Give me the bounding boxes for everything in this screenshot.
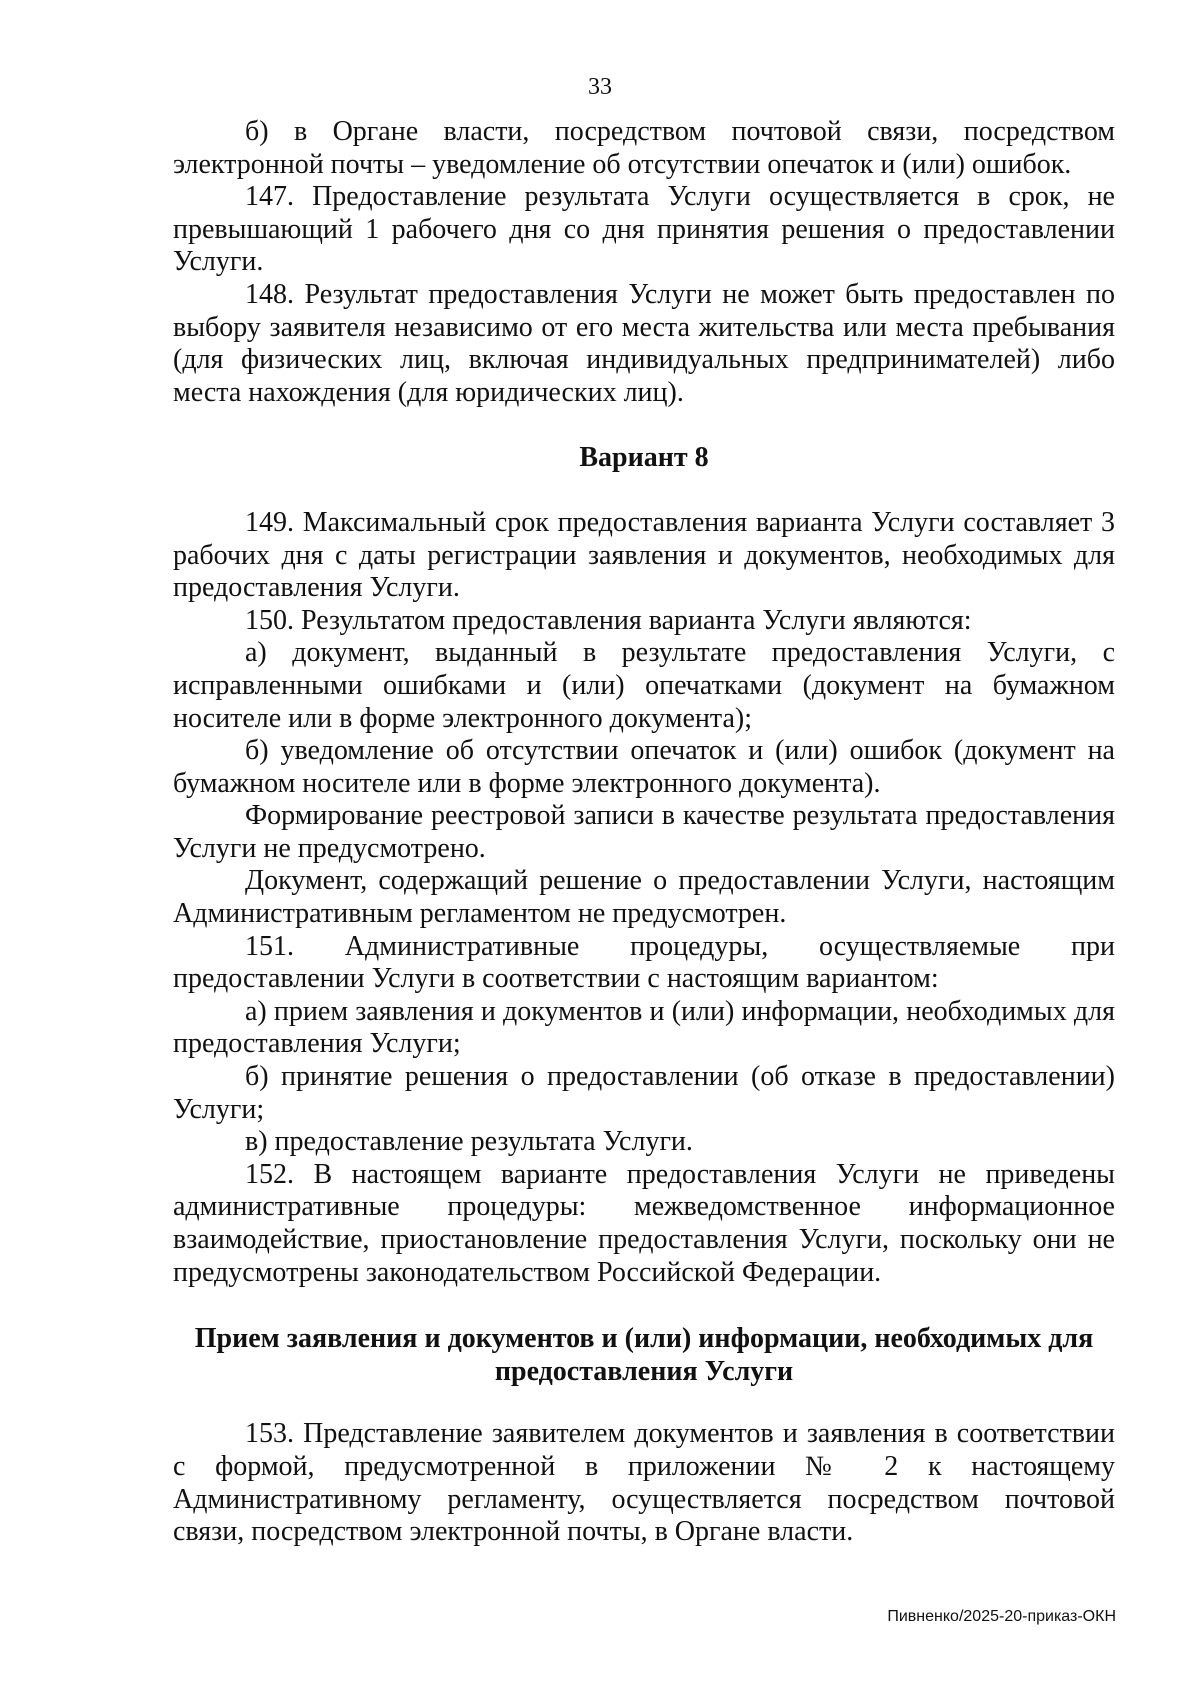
paragraph-150-b: б) уведомление об отсутствии опечаток и (или) ошибок (документ на бумажном носителе или в форме электронного документа). xyxy=(173,735,1115,799)
paragraph-151: 151. Административные процедуры, осуществляемые при предоставлении Услуги в соответствии с настоящим вариантом: xyxy=(173,930,1115,995)
paragraph-151-b: б) принятие решения о предоставлении (об отказе в предоставлении) Услуги; xyxy=(173,1061,1115,1125)
document-footer-code: Пивненко/2025-20-приказ-ОКН xyxy=(887,1608,1116,1625)
document-body xyxy=(173,116,1115,1549)
paragraph-147: 147. Предоставление результата Услуги осуществляется в срок, не превышающий 1 рабочего дня со дня принятия решения о предоставлении Услуги. xyxy=(173,181,1115,278)
paragraph-registry-record: Формирование реестровой записи в качестве результата предоставления Услуги не предусмотрено. xyxy=(173,800,1115,864)
paragraph-151-a: а) прием заявления и документов и (или) информации, необходимых для предоставления Услуги; xyxy=(173,995,1115,1060)
paragraph-150: 150. Результатом предоставления варианта Услуги являются: xyxy=(245,604,972,636)
paragraph-153: 153. Представление заявителем документов и заявления в соответствии с формой, предусмотренной в приложении № 2 к настоящему Административному регламенту, осуществляется посредством почтовой связи, посредством электронной почты, в Органе власти. xyxy=(173,1418,1115,1548)
paragraph-decision-document: Документ, содержащий решение о предоставлении Услуги, настоящим Административным регламентом не предусмотрен. xyxy=(173,865,1115,930)
heading-application-reception: Прием заявления и документов и (или) информации, необходимых для предоставления Услуги xyxy=(194,1323,1094,1387)
paragraph-b-notification: б) в Органе власти, посредством почтовой связи, посредством электронной почты – уведомление об отсутствии опечаток и (или) ошибок. xyxy=(173,116,1115,180)
paragraph-151-v: в) предоставление результата Услуги. xyxy=(245,1126,693,1158)
paragraph-150-a: а) документ, выданный в результате предоставления Услуги, с исправленными ошибками и (или) опечатками (документ на бумажном носителе или в форме электронного документа); xyxy=(173,637,1115,734)
paragraph-148: 148. Результат предоставления Услуги не может быть предоставлен по выбору заявителя независимо от его места жительства или места пребывания (для физических лиц, включая индивидуальных предпринимателей) либо места нахождения (для юридических лиц). xyxy=(173,278,1115,408)
page-number: 33 xyxy=(588,74,612,100)
paragraph-152: 152. В настоящем варианте предоставления Услуги не приведены административные процедуры: межведомственное информационное взаимодействие, приостановление предоставления Услуги, поскольку они не предусмотрены законодательством Российской Федерации. xyxy=(173,1158,1115,1288)
heading-variant-8: Вариант 8 xyxy=(579,442,709,474)
paragraph-149: 149. Максимальный срок предоставления варианта Услуги составляет 3 рабочих дня с даты регистрации заявления и документов, необходимых для предоставления Услуги. xyxy=(173,506,1115,604)
